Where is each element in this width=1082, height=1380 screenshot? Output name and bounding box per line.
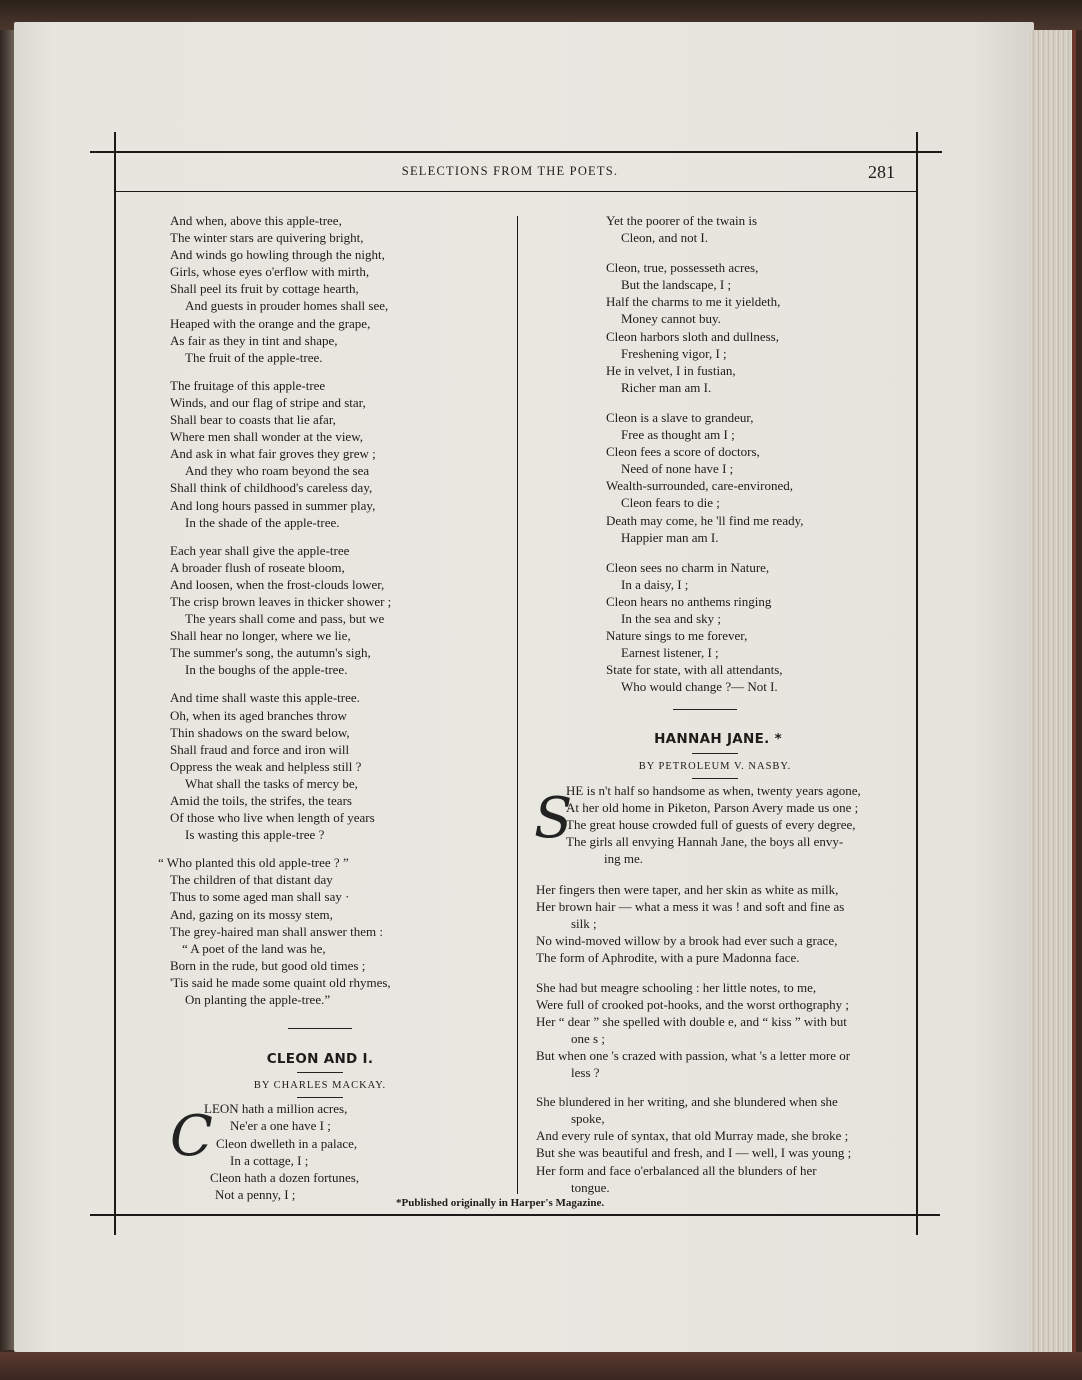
verse-line: The summer's song, the autumn's sigh,	[170, 645, 371, 661]
poem-stanza	[606, 409, 900, 546]
running-title: SELECTIONS FROM THE POETS.	[401, 164, 619, 178]
verse-line: She blundered in her writing, and she blundered when she	[536, 1094, 838, 1110]
frame-right-rule	[916, 132, 918, 1235]
verse-line: The fruitage of this apple-tree	[170, 377, 326, 393]
poem-stanza	[170, 212, 470, 366]
verse-line: less ?	[571, 1065, 600, 1081]
verse-line: And every rule of syntax, that old Murray made, she broke ;	[536, 1128, 849, 1144]
verse-line: In a daisy, I ;	[621, 576, 689, 592]
verse-line: In the boughs of the apple-tree.	[185, 662, 348, 678]
verse-line: Cleon hath a dozen fortunes,	[210, 1169, 360, 1185]
verse-line: And time shall waste this apple-tree.	[170, 690, 360, 706]
verse-line: Earnest listener, I ;	[621, 645, 719, 661]
stanza	[530, 1093, 900, 1196]
verse-line: On planting the apple-tree.”	[185, 992, 331, 1008]
verse-line: As fair as they in tint and shape,	[170, 332, 338, 348]
verse-line: Thin shadows on the sward below,	[170, 724, 350, 740]
verse-line: Money cannot buy.	[621, 311, 721, 327]
verse-line: Thus to some aged man shall say ·	[170, 889, 350, 905]
poem-stanza	[170, 689, 470, 843]
verse-line: Need of none have I ;	[621, 461, 734, 477]
verse-line: She had but meagre schooling : her little notes, to me,	[536, 979, 817, 995]
verse-line: At her old home in Piketon, Parson Avery made us one ;	[566, 799, 859, 815]
verse-line: The form of Aphrodite, with a pure Madonna face.	[536, 950, 800, 966]
verse-line: State for state, with all attendants,	[606, 662, 783, 678]
verse-line: Cleon harbors sloth and dullness,	[606, 328, 779, 344]
verse-line: Her “ dear ” she spelled with double e, and “ kiss ” with but	[536, 1013, 847, 1029]
verse-line: 'Tis said he made some quaint old rhymes,	[170, 974, 391, 990]
poem-stanza	[170, 542, 470, 679]
page-edges	[1030, 30, 1076, 1355]
stanza	[530, 881, 900, 966]
verse-line: Nature sings to me forever,	[606, 628, 748, 644]
verse-line: But when one 's crazed with passion, what 's a letter more or	[536, 1047, 851, 1063]
left-column	[158, 212, 470, 1203]
verse-line: And loosen, when the frost-clouds lower,	[170, 576, 385, 592]
verse-line: Not a penny, I ;	[215, 1186, 296, 1202]
verse-line: Cleon is a slave to grandeur,	[606, 409, 754, 425]
book-left-edge	[0, 30, 14, 1350]
verse-line: Her fingers then were taper, and her skin as white as milk,	[536, 882, 839, 898]
poem-title: HANNAH JANE. *	[654, 731, 782, 748]
verse-line: Amid the toils, the strifes, the tears	[170, 793, 352, 808]
verse-line: The crisp brown leaves in thicker shower ;	[170, 593, 392, 609]
verse-line: The girls all envying Hannah Jane, the boys all envy-	[566, 833, 844, 849]
verse-line: Of those who live when length of years	[170, 810, 375, 826]
verse-line: “ A poet of the land was he,	[182, 940, 326, 956]
verse-line: Cleon hears no anthems ringing	[606, 593, 772, 609]
verse-line: Shall bear to coasts that lie afar,	[170, 412, 336, 428]
poem-stanza	[606, 559, 900, 696]
verse-line: silk ;	[571, 916, 597, 932]
verse-line: In a cottage, I ;	[230, 1152, 309, 1168]
dropcap-letter: S	[534, 785, 573, 851]
poem-title: CLEON AND I.	[266, 1051, 374, 1068]
title-rule	[692, 753, 738, 754]
stanza	[530, 979, 900, 1082]
verse-line: The years shall come and pass, but we	[185, 611, 385, 627]
verse-line: ing me.	[604, 851, 643, 866]
verse-line: Where men shall wonder at the view,	[170, 429, 364, 445]
verse-line: Winds, and our flag of stripe and star,	[170, 394, 366, 410]
footnote: *Published originally in Harper's Magazine.	[396, 1197, 605, 1209]
poem-stanza	[158, 854, 470, 1008]
verse-line: And guests in prouder homes shall see,	[185, 298, 389, 314]
verse-line: Ne'er a one have I ;	[230, 1118, 331, 1134]
verse-line: Each year shall give the apple-tree	[170, 542, 350, 558]
poem-opening	[530, 782, 900, 867]
poem-opening	[170, 1100, 470, 1203]
verse-line: But she was beautiful and fresh, and I — well, I was young ;	[536, 1145, 852, 1161]
verse-line: Shall peel its fruit by cottage hearth,	[170, 281, 359, 297]
title-rule	[692, 778, 738, 779]
verse-line: Born in the rude, but good old times ;	[170, 957, 366, 973]
dropcap-letter: C	[170, 1104, 213, 1170]
verse-line: And, gazing on its mossy stem,	[170, 906, 333, 922]
verse-line: And long hours passed in summer play,	[170, 497, 376, 513]
verse-line: Cleon, true, possesseth acres,	[606, 260, 759, 276]
right-column	[530, 212, 900, 1208]
verse-line: Free as thought am I ;	[621, 427, 735, 443]
verse-line: And winds go howling through the night,	[170, 247, 385, 263]
verse-line: He in velvet, I in fustian,	[606, 362, 736, 378]
verse-line: Heaped with the orange and the grape,	[170, 315, 371, 331]
verse-line: Oh, when its aged branches throw	[170, 707, 347, 723]
verse-line: Were full of crooked pot-hooks, and the worst orthography ;	[536, 996, 850, 1012]
verse-line: Cleon sees no charm in Nature,	[606, 559, 770, 575]
verse-line: Shall hear no longer, where we lie,	[170, 628, 351, 644]
verse-line: tongue.	[571, 1179, 610, 1195]
verse-line: Shall think of childhood's careless day,	[170, 480, 373, 496]
verse-line: The winter stars are quivering bright,	[170, 230, 364, 246]
verse-line: one s ;	[571, 1030, 605, 1046]
verse-line: Shall fraud and force and iron will	[170, 741, 350, 757]
verse-line: Cleon, and not I.	[621, 230, 709, 246]
verse-line: Who would change ?— Not I.	[621, 679, 778, 695]
verse-line: Is wasting this apple-tree ?	[185, 827, 325, 843]
verse-line: No wind-moved willow by a brook had ever such a grace,	[536, 933, 838, 949]
verse-line: The great house crowded full of guests of every degree,	[566, 816, 856, 832]
verse-line: The grey-haired man shall answer them :	[170, 923, 383, 939]
verse-line: In the shade of the apple-tree.	[185, 514, 340, 530]
verse-line: LEON hath a million acres,	[204, 1101, 348, 1117]
verse-line: HE is n't half so handsome as when, twenty years agone,	[566, 782, 861, 798]
verse-line: What shall the tasks of mercy be,	[185, 775, 358, 791]
poem-byline: BY CHARLES MACKAY.	[253, 1080, 387, 1092]
verse-line: A broader flush of roseate bloom,	[170, 559, 345, 575]
poem-byline: BY PETROLEUM V. NASBY.	[638, 760, 792, 772]
verse-line: And when, above this apple-tree,	[170, 213, 342, 228]
verse-line: Wealth-surrounded, care-environed,	[606, 478, 794, 494]
frame-left-rule	[114, 132, 116, 1235]
poem-body	[530, 782, 900, 1196]
verse-line: Cleon fees a score of doctors,	[606, 444, 760, 460]
verse-line: Happier man am I.	[621, 529, 719, 545]
poem-stanza	[606, 212, 900, 246]
verse-line: Freshening vigor, I ;	[621, 345, 727, 361]
verse-line: In the sea and sky ;	[621, 610, 722, 626]
verse-line: Yet the poorer of the twain is	[606, 213, 758, 228]
verse-line: “ Who planted this old apple-tree ? ”	[158, 855, 349, 871]
verse-line: The fruit of the apple-tree.	[185, 349, 323, 365]
verse-line: And ask in what fair groves they grew ;	[170, 446, 376, 462]
book-binding-bottom	[0, 1352, 1082, 1380]
verse-line: The children of that distant day	[170, 872, 333, 888]
verse-line: Her brown hair — what a mess it was ! and soft and fine as	[536, 899, 845, 915]
poem-stanza	[606, 259, 900, 396]
title-rule	[297, 1097, 343, 1098]
title-rule	[297, 1072, 343, 1073]
verse-line: Richer man am I.	[621, 379, 712, 395]
verse-line: Death may come, he 'll find me ready,	[606, 512, 804, 528]
poem-stanza	[170, 377, 470, 531]
verse-line: Cleon fears to die ;	[621, 495, 720, 511]
verse-line: Cleon dwelleth in a palace,	[216, 1135, 358, 1151]
verse-line: Her form and face o'erbalanced all the blunders of her	[536, 1162, 817, 1178]
column-divider	[517, 216, 518, 1194]
frame-header-rule	[115, 191, 917, 192]
page-number: 281	[868, 162, 895, 182]
verse-line: Girls, whose eyes o'erflow with mirth,	[170, 264, 370, 280]
verse-line: spoke,	[571, 1111, 605, 1127]
frame-bottom-rule	[90, 1214, 940, 1216]
frame-top-rule	[90, 151, 942, 153]
verse-line: And they who roam beyond the sea	[185, 463, 370, 479]
verse-line: Half the charms to me it yieldeth,	[606, 294, 781, 310]
verse-line: But the landscape, I ;	[621, 277, 732, 293]
verse-line: Oppress the weak and helpless still ?	[170, 758, 362, 774]
